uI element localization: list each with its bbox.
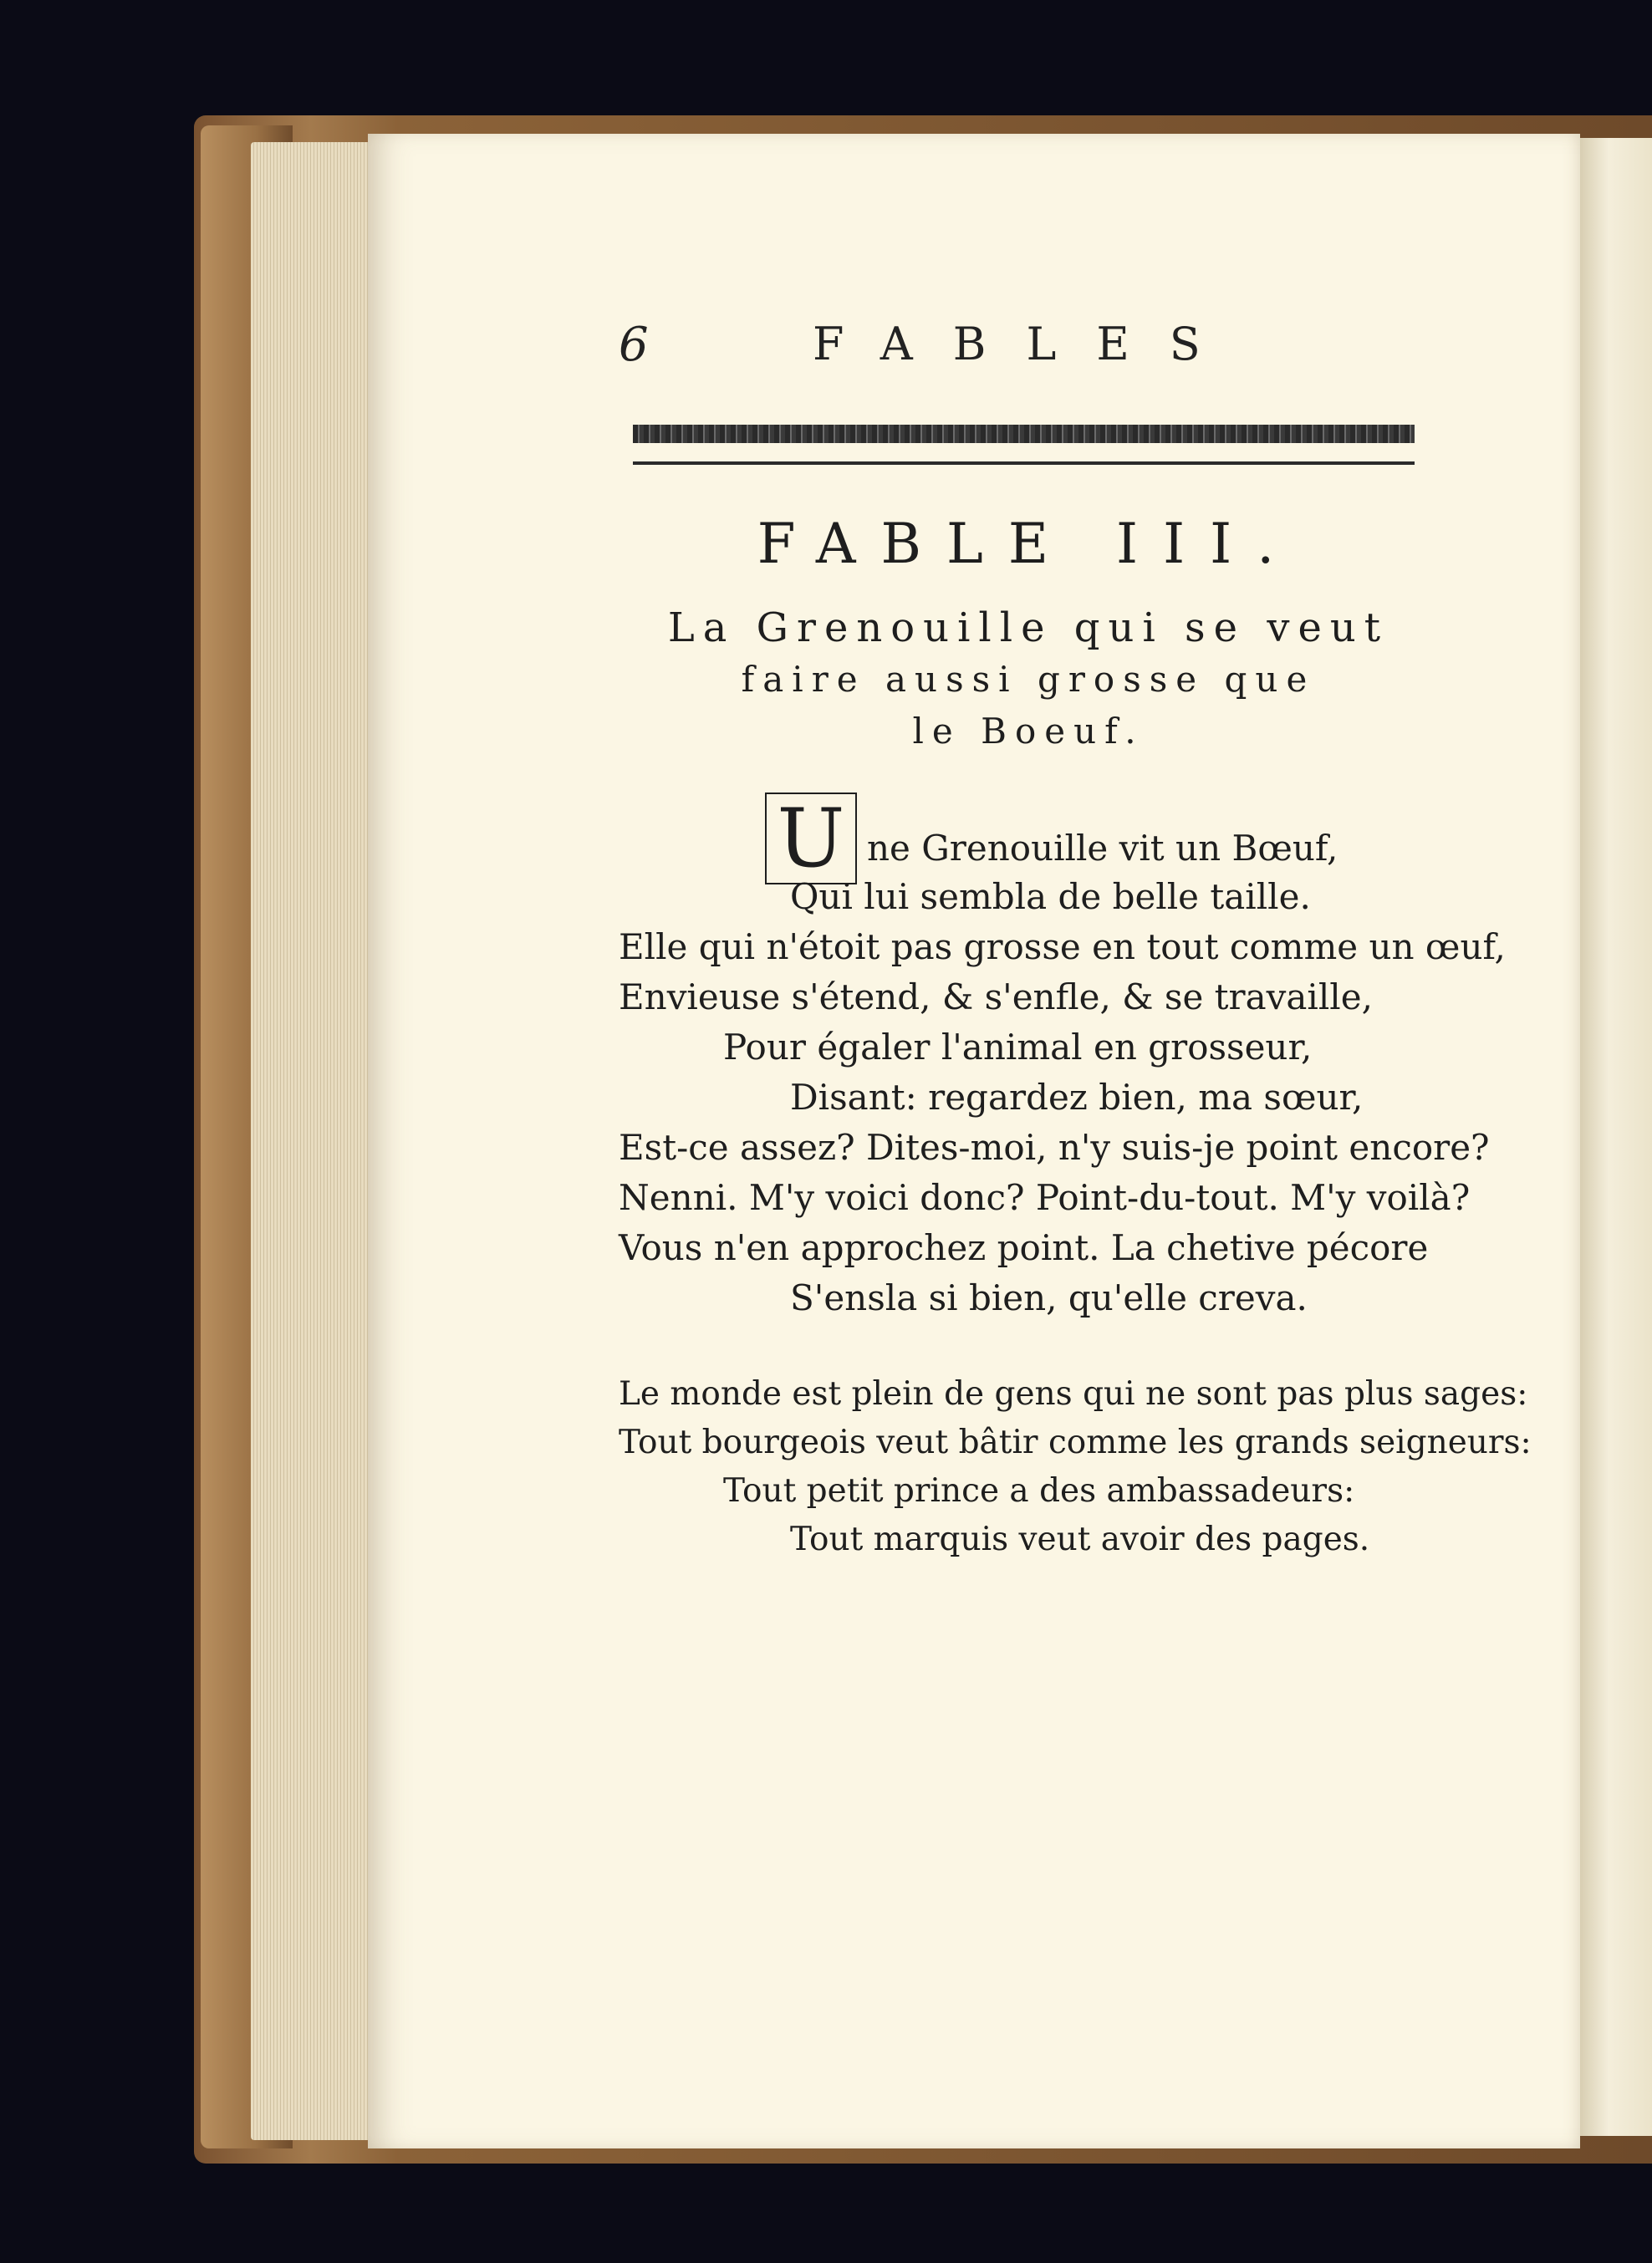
verse-line: Qui lui sembla de belle taille. <box>790 876 1311 917</box>
verse-line: Disant: regardez bien, ma sœur, <box>790 1077 1364 1118</box>
running-head: FABLES <box>813 318 1241 370</box>
moral-line: Tout bourgeois veut bâtir comme les grands seigneurs: <box>619 1424 1532 1461</box>
verse-line: Pour égaler l'animal en grosseur, <box>723 1027 1313 1068</box>
page-edges <box>251 142 385 2140</box>
verse-line: Nenni. M'y voici donc? Point-du-tout. M'y voilà? <box>619 1177 1471 1218</box>
facing-page-edge <box>1580 138 1652 2136</box>
subtitle-line: La Grenouille qui se veut <box>667 604 1389 651</box>
page-number: 6 <box>619 318 649 372</box>
verse-line: S'ensla si bien, qu'elle creva. <box>790 1277 1308 1318</box>
thin-rule <box>633 461 1415 465</box>
moral-line: Tout petit prince a des ambassadeurs: <box>723 1472 1355 1510</box>
fable-title: FABLE III. <box>757 512 1300 576</box>
subtitle-line: faire aussi grosse que <box>741 659 1316 700</box>
verse-line: Vous n'en approchez point. La chetive pécore <box>619 1227 1429 1268</box>
ornament-rule <box>633 425 1415 443</box>
fable-subtitle <box>619 602 1438 757</box>
verse-line: Envieuse s'étend, & s'enfle, & se travaille, <box>619 976 1373 1017</box>
verse-line: Elle qui n'étoit pas grosse en tout comme un œuf, <box>619 926 1506 967</box>
drop-cap: U <box>765 793 857 884</box>
moral-line: Le monde est plein de gens qui ne sont pas plus sages: <box>619 1375 1528 1413</box>
subtitle-line: le Boeuf. <box>912 711 1145 752</box>
moral-line: Tout marquis veut avoir des pages. <box>790 1521 1370 1558</box>
verse-line: Est-ce assez? Dites-moi, n'y suis-je point encore? <box>619 1127 1490 1168</box>
page-header <box>619 318 1455 376</box>
verse-line: ne Grenouille vit un Bœuf, <box>867 828 1338 869</box>
